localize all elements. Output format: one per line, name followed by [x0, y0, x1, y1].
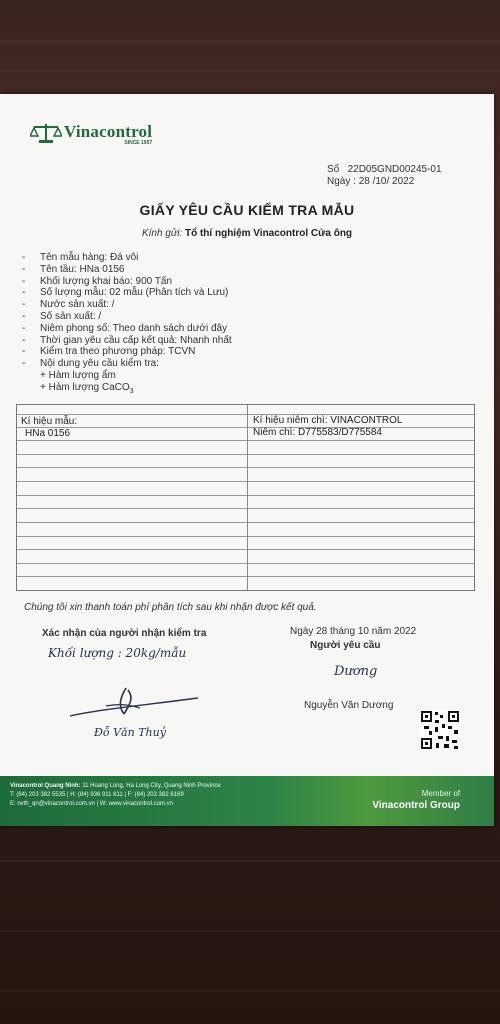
sample-seal-table	[16, 404, 475, 591]
sample-code-header: Kí hiệu mẫu:	[21, 416, 78, 427]
detail-item: - Tên mẫu hàng: Đá vôi	[22, 252, 139, 263]
detail-item: - Nội dung yêu cầu kiểm tra:	[22, 358, 159, 370]
number-value: 22D05GND00245-01	[347, 164, 442, 175]
greeting-label: Kính gửi:	[141, 228, 183, 239]
requester-name: Nguyễn Văn Dương	[304, 700, 394, 711]
detail-item: - Số sản xuất: /	[22, 310, 102, 322]
document-page	[0, 94, 494, 826]
detail-item: - Niêm phong số: Theo danh sách dưới đây	[22, 322, 228, 334]
greeting	[0, 228, 494, 239]
detail-item: - Khối lượng khai báo: 900 Tấn	[22, 275, 173, 287]
detail-item: - Thời gian yêu cầu cấp kết quả: Nhanh nhất	[22, 334, 232, 346]
number-label: Số	[327, 164, 340, 175]
requester-signature: Dương	[334, 664, 378, 679]
logo-name: Vinacontrol	[64, 122, 153, 141]
sub-item-caco3: + Hàm lượng CaCO$_3$	[40, 381, 134, 395]
scales-logo-icon	[30, 122, 62, 144]
greeting-recipient: Tổ thí nghiệm Vinacontrol Cửa ông	[184, 228, 353, 239]
date-value: 28 /10/ 2022	[358, 176, 415, 187]
detail-item: - Nước sản xuất: /	[22, 299, 115, 311]
member-of-label: Member of	[421, 789, 460, 798]
vinacontrol-logo	[30, 122, 152, 146]
payment-note: Chúng tôi xin thanh toán phí phân tích sau khi nhận được kết quả.	[24, 602, 317, 613]
logo-since: SINCE 1957	[124, 140, 153, 146]
document-date	[327, 176, 414, 187]
document-title: GIẤY YÊU CẦU KIỂM TRA MẪU	[139, 202, 355, 218]
date-label: Ngày :	[327, 176, 356, 187]
handwritten-weight-note: Khối lượng : 20kg/mẫu	[48, 646, 187, 660]
requester-label: Người yêu cầu	[310, 640, 381, 651]
group-name: Vinacontrol Group	[372, 800, 460, 811]
sub-item-moisture: + Hàm lượng ẩm	[40, 369, 116, 381]
document-number	[327, 164, 442, 175]
footer-contacts: E: nvth_qn@vinacontrol.com.vn | W: www.vinacontrol.com.vn	[10, 801, 173, 807]
receiver-signature-icon	[66, 684, 202, 724]
request-details	[22, 252, 232, 398]
qr-code-icon	[420, 710, 460, 750]
footer-phones: T: (84) 203 382 5535 | H: (84) 936 911 811 | F: (84) 203 382 6169	[10, 792, 184, 798]
detail-item: - Tên tầu: HNa 0156	[22, 263, 125, 275]
sample-code-value: HNa 0156	[25, 428, 71, 439]
footer-bar	[0, 776, 494, 826]
footer-address: Vinacontrol Quang Ninh: 11 Hoang Long, Ha Long City, Quang Ninh Province	[10, 783, 221, 789]
detail-item: - Số lượng mẫu: 02 mẫu (Phân tích và Lưu)	[22, 287, 229, 299]
signature-date: Ngày 28 tháng 10 năm 2022	[290, 626, 417, 637]
seal-code-header: Kí hiệu niêm chì: VINACONTROL	[253, 415, 403, 426]
receiver-handwritten-name: Đỗ Văn Thuỷ	[94, 726, 166, 739]
seal-code-value: Niêm chì: D775583/D775584	[253, 427, 382, 438]
detail-item: - Kiểm tra theo phương pháp: TCVN	[22, 346, 196, 358]
receiver-confirmation-label: Xác nhận của người nhận kiểm tra	[42, 628, 207, 639]
